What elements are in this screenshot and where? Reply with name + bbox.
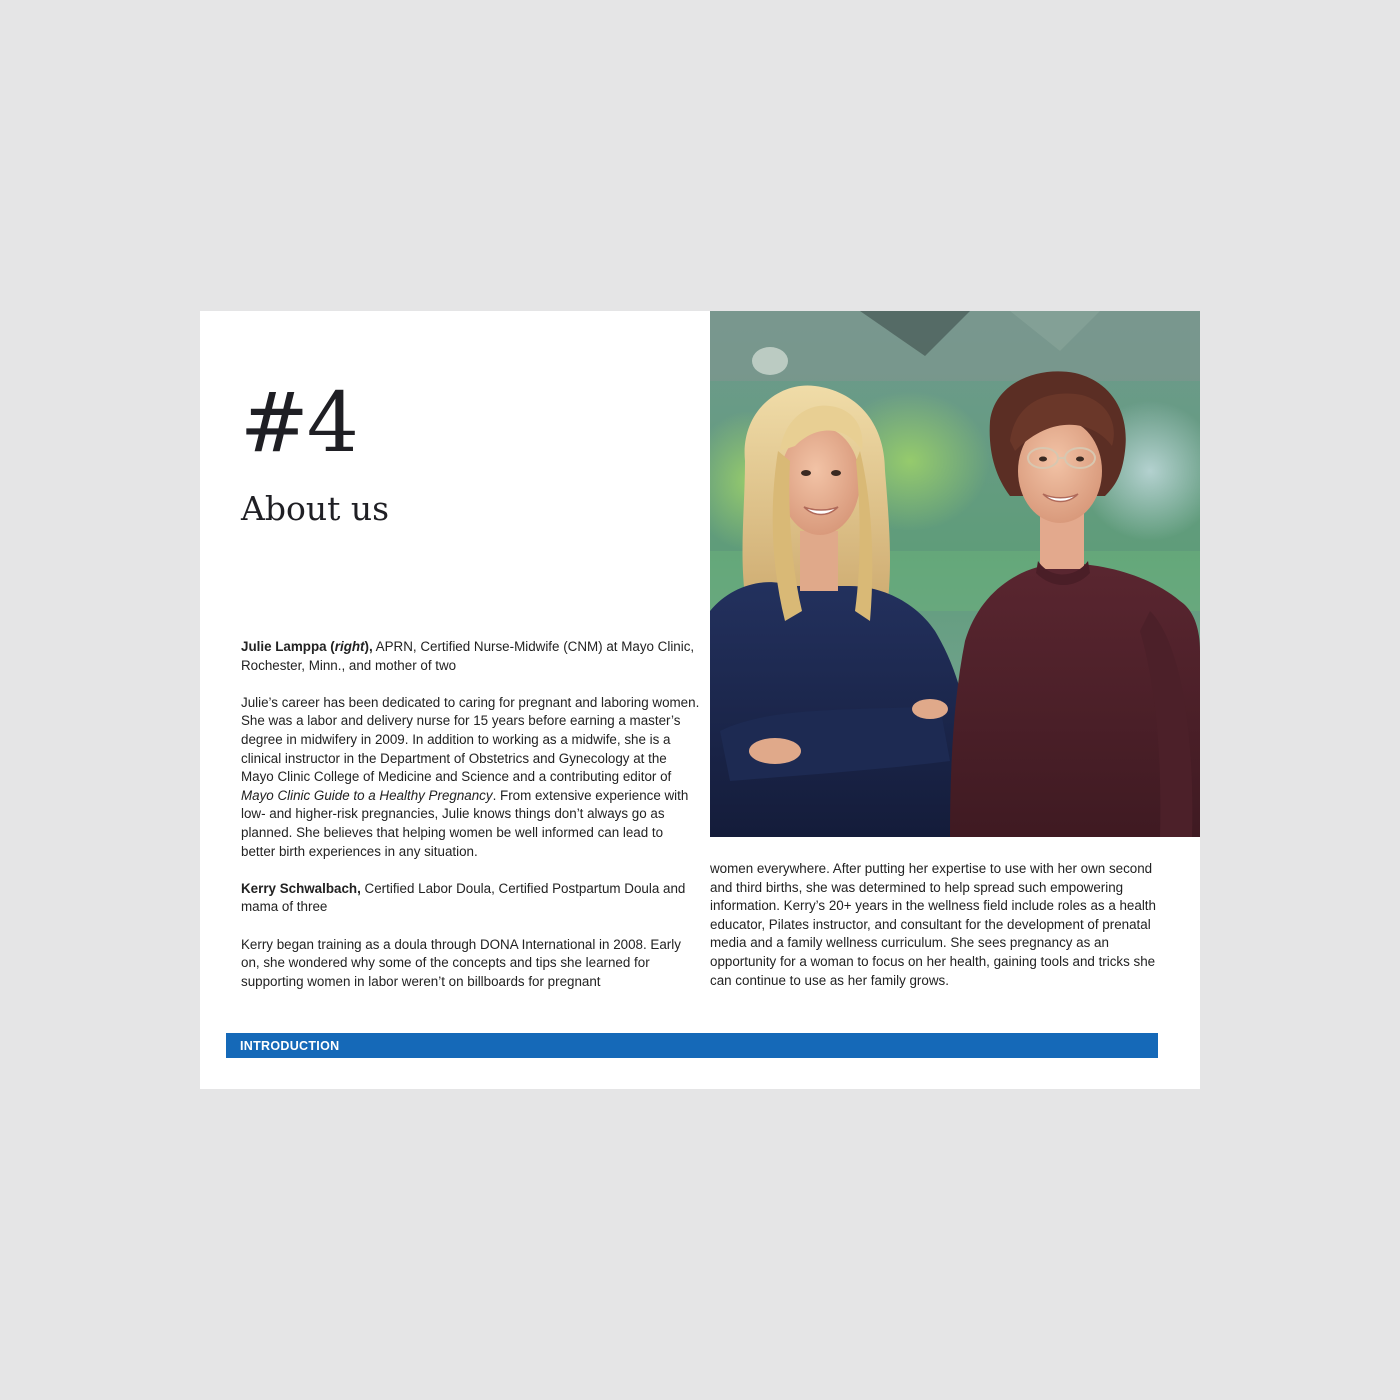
kerry-heading [241,880,701,917]
julie-name-note: right [334,639,365,654]
julie-name: Julie Lamppa ( [241,639,335,654]
kerry-bio-left: Kerry began training as a doula through DONA International in 2008. Early on, she wondered why some of the concepts and tips she learned for supporting women in labor weren’t on billboards for pregnant [241,936,681,989]
section-label: INTRODUCTION [240,1039,340,1053]
section-footer-bar [226,1033,1158,1058]
julie-bio-book-title: Mayo Clinic Guide to a Healthy Pregnancy [241,787,493,803]
chapter-title: About us [241,489,390,528]
kerry-bio-right: women everywhere. After putting her expertise to use with her own second and third births, she was determined to help spread such empowering information. Kerry’s 20+ years in the wellness field include roles as a health educator, Pilates instructor, and consultant for the development of prenatal media and a family wellness curriculum. She sees pregnancy as an opportunity for a woman to focus on her health, gaining tools and tricks she can continue to use as her family grows. [710,861,1156,988]
julie-bio-part1: Julie’s career has been dedicated to caring for pregnant and laboring women. She was a labor and delivery nurse for 15 years before earning a master’s degree in midwifery in 2009. In addition to working as a midwife, she is a clinical instructor in the Department of Obstetrics and Gynecology at the Mayo Clinic College of Medicine and Science and a contributing editor of [241,694,700,785]
julie-heading [241,638,701,675]
kerry-name: Kerry Schwalbach, [241,880,361,896]
authors-photo [710,311,1200,837]
right-column [710,860,1170,990]
julie-bio-part2: . From extensive experience with low- and higher-risk pregnancies, Julie knows things don’t always go as planned. She believes that helping women be well informed can lead to better birth experiences in any situation. [241,787,689,859]
julie-credentials: APRN, Certified Nurse-Midwife (CNM) at Mayo Clinic, Rochester, Minn., and mother of two [241,639,695,673]
julie-bio [241,694,701,861]
chapter-number: #4 [240,376,357,471]
kerry-credentials: Certified Labor Doula, Certified Postpartum Doula and mama of three [241,880,686,915]
left-column [241,638,701,991]
julie-name-close: ), [364,639,373,654]
book-page [200,311,1200,1089]
